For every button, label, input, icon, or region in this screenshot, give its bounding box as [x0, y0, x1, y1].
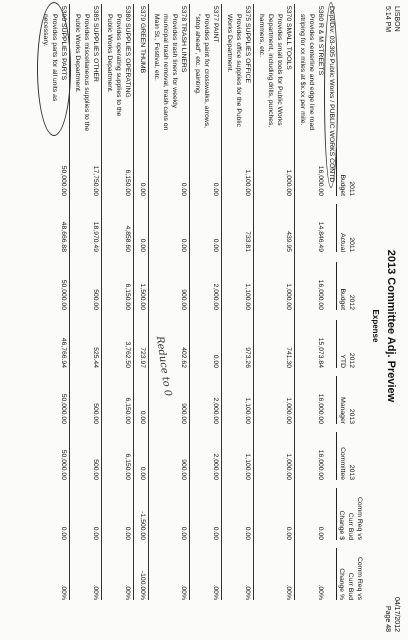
report-time: 5:14 PM — [384, 6, 391, 33]
value-change-dollar: 0.00 — [60, 526, 67, 540]
account-description-line: Provides trash liners for weekly — [171, 14, 178, 109]
value-2013-manager: 2,000.00 — [212, 397, 219, 424]
parts-circle-mark — [37, 2, 71, 136]
value-change-dollar: 0.00 — [124, 526, 131, 540]
account-description-line: hammers, etc. — [258, 14, 265, 58]
value-2011-budget: 1,100.00 — [244, 169, 251, 196]
account-description-line: "stop ahead", etc. painting. — [194, 14, 201, 95]
value-change-dollar: 0.00 — [317, 526, 324, 540]
col-header-2012-budget: 2012 Budget — [336, 262, 354, 310]
row-divider — [294, 4, 295, 600]
account-label: 5379 GREEN THUMB — [139, 6, 146, 74]
value-2012-budget: 900.00 — [180, 289, 187, 310]
value-change-dollar: 0.00 — [212, 526, 219, 540]
col-header-2011-actual: 2011 Actual — [336, 204, 354, 252]
account-description-line: Main St., Festival, etc. — [153, 14, 160, 81]
row-divider — [101, 4, 102, 600]
value-2012-ytd: 723.97 — [139, 347, 146, 368]
report-subtitle: Expense — [371, 309, 380, 343]
account-description-line: Provides operating supplies to the — [115, 14, 122, 117]
value-2012-ytd: 741.30 — [285, 347, 292, 368]
value-2013-committee: 500.00 — [92, 459, 99, 480]
value-2012-budget: 50,000.00 — [60, 279, 67, 310]
account-label: 5360 R & M STREETS — [317, 6, 324, 76]
account-label: 5370 SMALL TOOLS — [285, 6, 292, 70]
value-change-dollar: -1,500.00 — [139, 511, 146, 540]
value-change-percent: .00% — [92, 584, 99, 600]
report-date: 04/17/2012 — [393, 596, 400, 632]
col-header-change-dollar: Comm Req vs Curr Bud Change $ — [336, 488, 362, 540]
value-2011-budget: 16,000.00 — [317, 165, 324, 196]
dept-circle-mark — [324, 2, 338, 188]
value-2011-actual: 4,858.60 — [124, 225, 131, 252]
value-change-dollar: 0.00 — [244, 526, 251, 540]
account-label: 5385 SUPPLIES OTHER — [92, 6, 99, 82]
value-2011-budget: 17,750.00 — [92, 165, 99, 196]
value-change-percent: .00% — [124, 584, 131, 600]
account-label: 5375 SUPPLIES OFFICE — [244, 6, 251, 84]
page-number: Page 48 — [384, 605, 391, 632]
account-description-line: Provides centerline and edge line road — [308, 14, 315, 131]
value-2012-ytd: 973.26 — [244, 347, 251, 368]
col-header-2013-committee: 2013 Committee — [336, 432, 354, 480]
row-divider — [148, 4, 149, 600]
value-2011-actual: 0.00 — [212, 238, 219, 252]
value-2011-actual: 439.95 — [285, 231, 292, 252]
col-header-change-percent: Comm Req vs Curr Bud Change % — [336, 548, 362, 600]
value-2012-ytd: 0.00 — [212, 354, 219, 368]
value-2013-manager: 1,000.00 — [285, 397, 292, 424]
value-2013-committee: 16,000.00 — [317, 449, 324, 480]
value-2013-manager: 900.00 — [180, 403, 187, 424]
account-description-line: Provides parts for all units as — [51, 14, 58, 102]
org-name: LISBON — [393, 6, 400, 32]
account-description-line: necessary. — [42, 14, 49, 47]
value-2011-actual: 18,970.49 — [92, 221, 99, 252]
value-change-percent: .00% — [244, 584, 251, 600]
value-2011-actual: 14,846.49 — [317, 221, 324, 252]
value-2013-committee: 2,000.00 — [212, 453, 219, 480]
value-2012-budget: 2,000.00 — [212, 283, 219, 310]
value-2013-committee: 1,000.00 — [285, 453, 292, 480]
value-2013-manager: 0.00 — [139, 410, 146, 424]
handwritten-annotation: Reduce to 0 — [153, 335, 174, 397]
value-2013-manager: 500.00 — [92, 403, 99, 424]
account-description-line: Public Works Department. — [106, 14, 113, 93]
account-description-line: Provides small tools for Public Works — [276, 14, 283, 126]
account-label: 5380 SUPPLIES OPERATING — [124, 6, 131, 98]
value-2012-ytd: 15,073.84 — [317, 337, 324, 368]
col-header-2012-ytd: 2012 YTD — [336, 320, 354, 368]
value-2012-ytd: 3,762.50 — [124, 341, 131, 368]
value-2012-ytd: 525.44 — [92, 347, 99, 368]
row-divider — [189, 4, 190, 600]
account-description-line: Department, including drills, punches, — [267, 14, 274, 128]
account-description-line: Works Department. — [226, 14, 233, 73]
value-2012-budget: 1,100.00 — [244, 283, 251, 310]
account-label: 5377 PAINT — [212, 6, 219, 43]
account-label: 5378 TRASH LINERS — [180, 6, 187, 73]
value-change-dollar: 0.00 — [180, 526, 187, 540]
value-2011-budget: 0.00 — [139, 182, 146, 196]
value-2011-budget: 6,150.00 — [124, 169, 131, 196]
account-description-line: municipal trash removal, trash cans on — [162, 14, 169, 131]
value-2011-budget: 1,000.00 — [285, 169, 292, 196]
account-label: 5390 SUPPLIES PARTS — [60, 6, 67, 81]
value-2013-committee: 0.00 — [139, 466, 146, 480]
value-2013-manager: 1,100.00 — [244, 397, 251, 424]
report-title: 2013 Committee Adj. Preview — [385, 249, 397, 403]
value-2013-committee: 50,000.00 — [60, 449, 67, 480]
value-2011-budget: 0.00 — [180, 182, 187, 196]
value-change-percent: .00% — [285, 584, 292, 600]
value-2013-manager: 6,150.00 — [124, 397, 131, 424]
value-2013-manager: 50,000.00 — [60, 393, 67, 424]
value-change-percent: .00% — [212, 584, 219, 600]
col-header-2013-manager: 2013 Manager — [336, 376, 354, 424]
account-description-line: Provides office supplies for the Public — [235, 14, 242, 127]
value-2011-actual: 0.00 — [180, 238, 187, 252]
value-2011-actual: 0.00 — [139, 238, 146, 252]
row-divider — [253, 4, 254, 600]
account-description-line: striping for xx miles at $x.xx per mile. — [299, 14, 306, 126]
value-change-dollar: 0.00 — [92, 526, 99, 540]
value-change-percent: .00% — [317, 584, 324, 600]
value-2011-actual: 48,666.88 — [60, 221, 67, 252]
value-2012-ytd: 46,766.94 — [60, 337, 67, 368]
row-divider — [221, 4, 222, 600]
value-2013-committee: 1,100.00 — [244, 453, 251, 480]
account-description-line: Provides miscellaneous supplies to the — [83, 14, 90, 132]
value-2012-budget: 6,150.00 — [124, 283, 131, 310]
value-2013-committee: 900.00 — [180, 459, 187, 480]
account-description-line: Provides paint for crosswalks, arrows, — [203, 14, 210, 129]
value-2013-manager: 16,000.00 — [317, 393, 324, 424]
value-2012-budget: 1,000.00 — [285, 283, 292, 310]
value-2011-budget: 50,000.00 — [60, 165, 67, 196]
value-2012-ytd: 402.62 — [180, 347, 187, 368]
value-change-dollar: 0.00 — [285, 526, 292, 540]
value-2012-budget: 500.00 — [92, 289, 99, 310]
value-2013-committee: 6,150.00 — [124, 453, 131, 480]
dept-division-label: Dept/Div: 03-305 Public Works / PUBLIC WORKS CONTD — [328, 6, 335, 183]
value-change-percent: -100.00% — [139, 570, 146, 600]
value-change-percent: .00% — [180, 584, 187, 600]
value-2012-budget: 16,000.00 — [317, 279, 324, 310]
account-description-line: Public Works Department. — [74, 14, 81, 93]
col-header-2011-budget: 2011 Budget — [336, 148, 354, 196]
value-2011-budget: 0.00 — [212, 182, 219, 196]
value-2012-budget: 1,500.00 — [139, 283, 146, 310]
value-2011-actual: 733.81 — [244, 231, 251, 252]
value-change-percent: .00% — [60, 584, 67, 600]
row-divider — [133, 4, 134, 600]
